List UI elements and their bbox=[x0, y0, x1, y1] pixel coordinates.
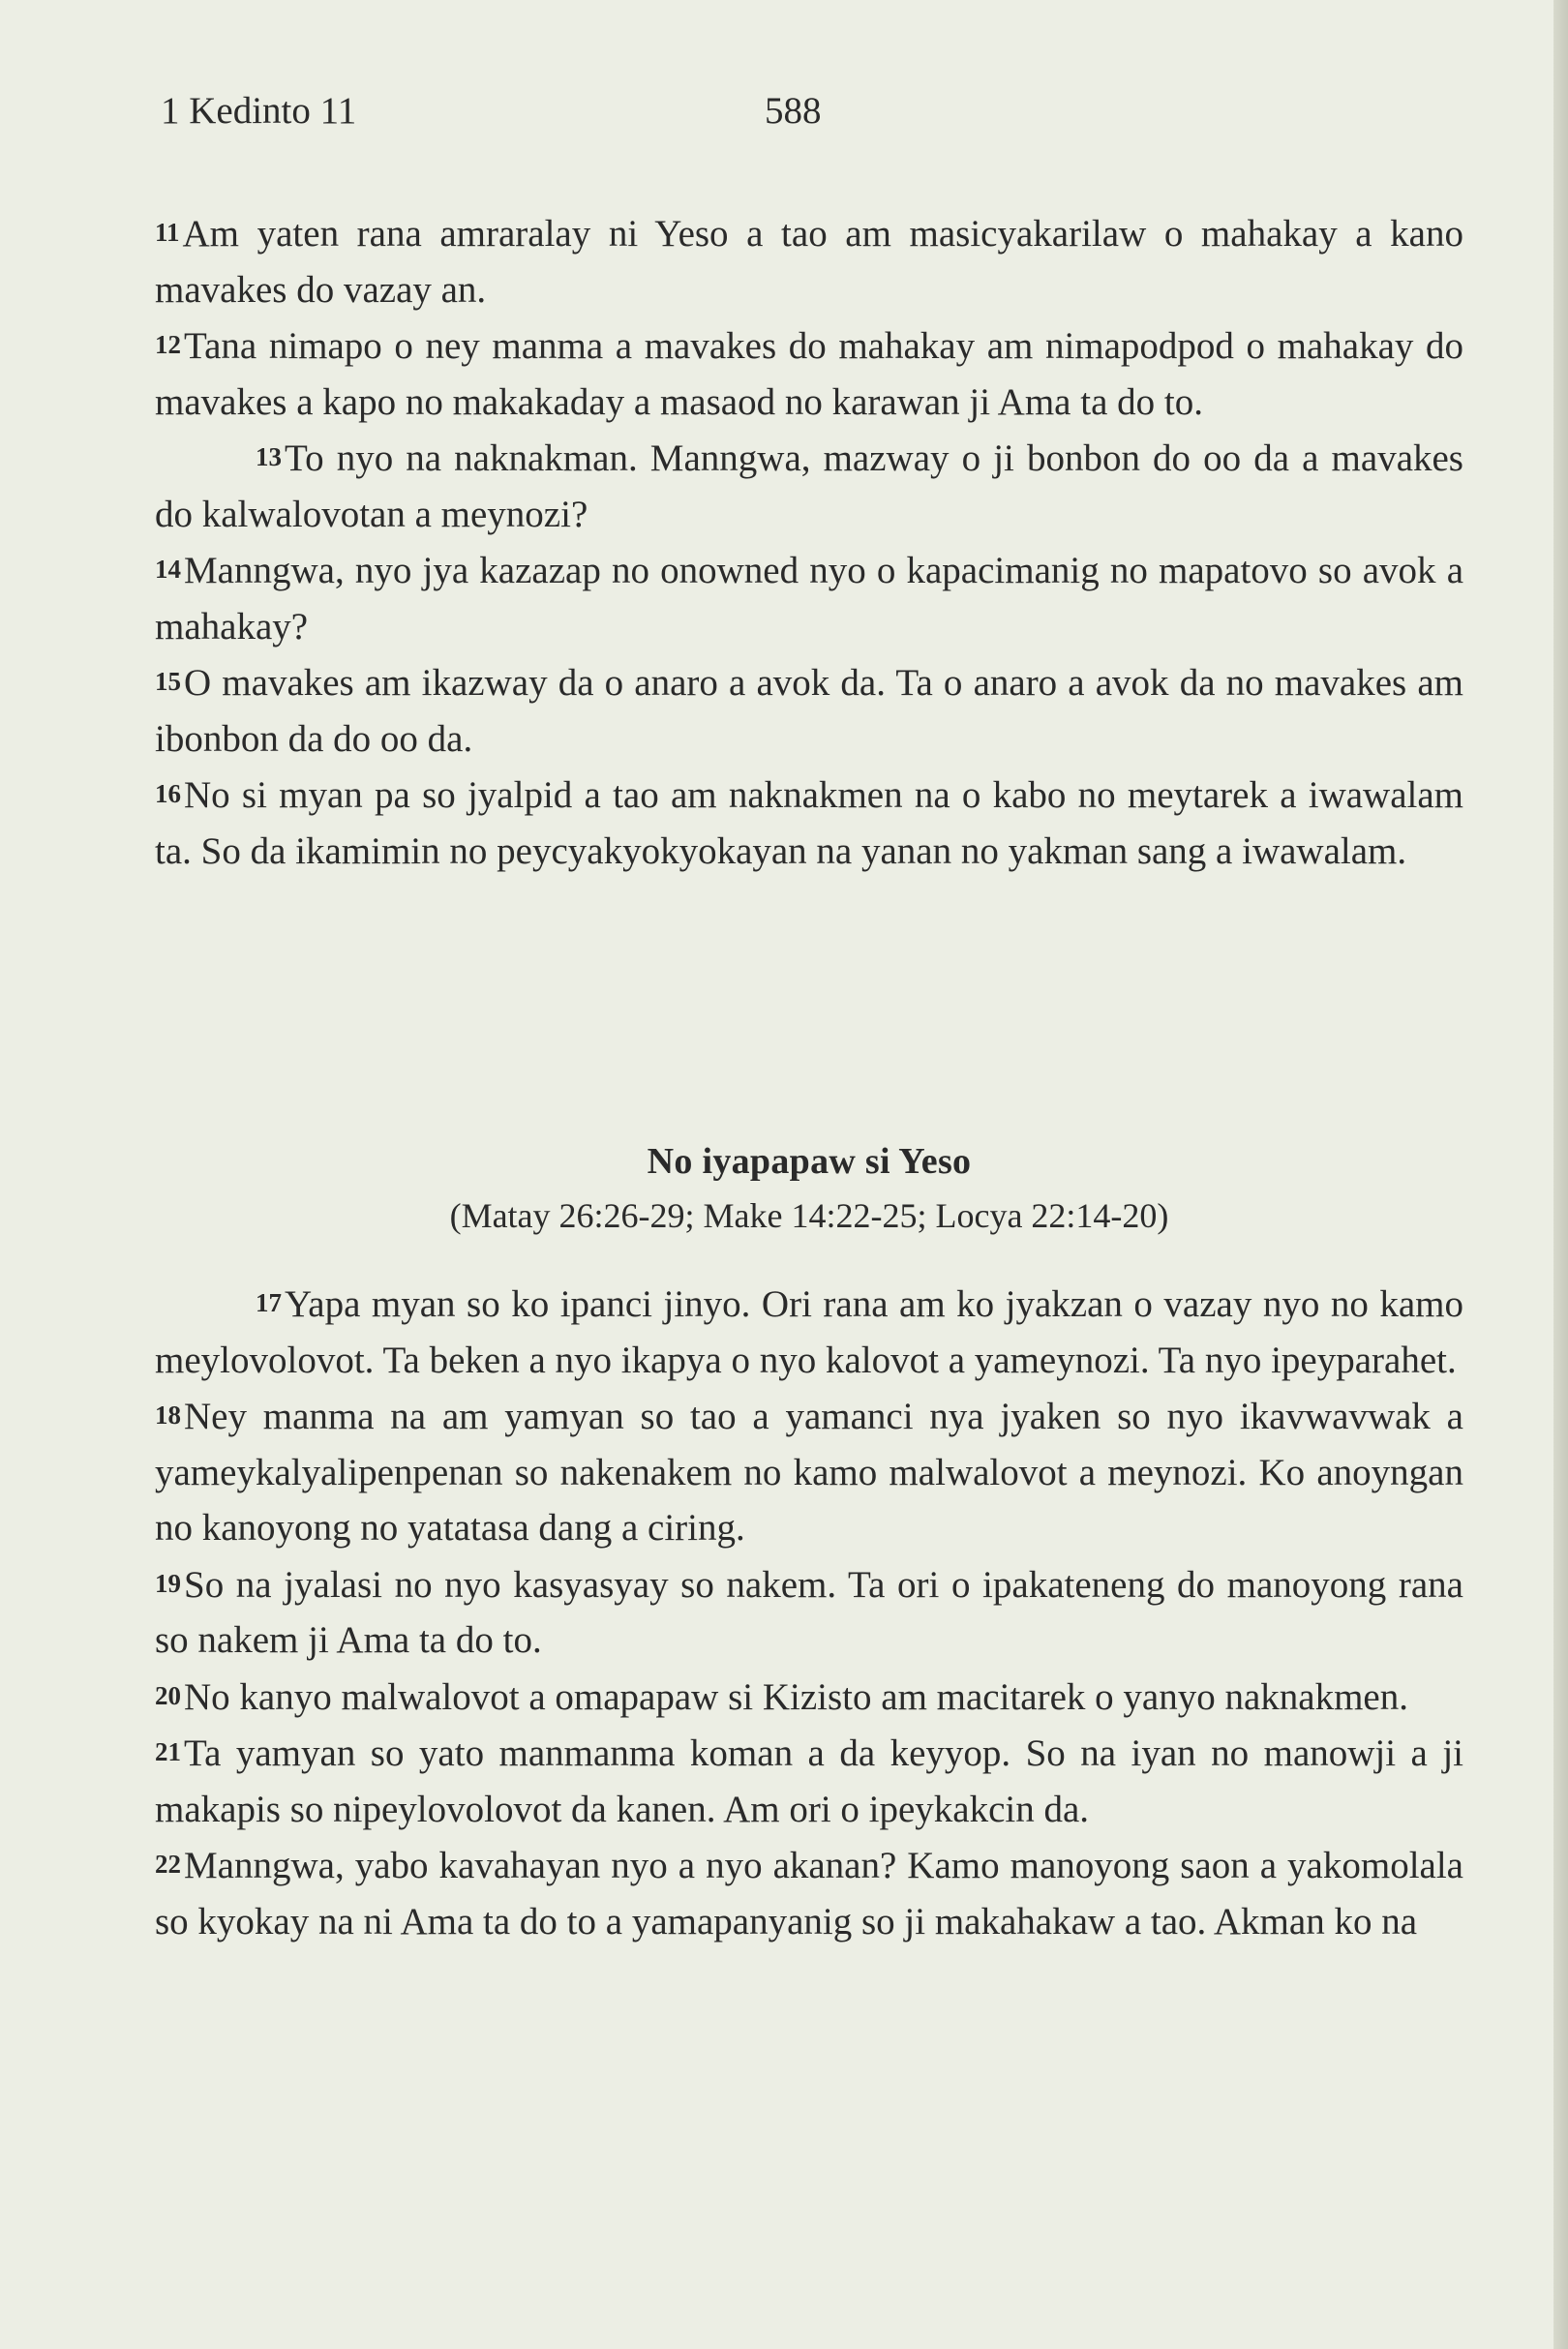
verse-number: 20 bbox=[155, 1680, 181, 1710]
verse-text: Tana nimapo o ney manma a mavakes do mahakay am nimapodpod o mahakay do mavakes a kapo no makakaday a masaod no karawan ji Ama ta do to. bbox=[155, 325, 1463, 423]
verse-text: O mavakes am ikazway da o anaro a avok da. Ta o anaro a avok da no mavakes am ibonbon da do oo da. bbox=[155, 662, 1463, 760]
verse-number: 13 bbox=[256, 442, 282, 471]
verse-number: 22 bbox=[155, 1850, 181, 1879]
verse-number: 19 bbox=[155, 1568, 181, 1598]
verse-text: No kanyo malwalovot a omapapaw si Kizisto am macitarek o yanyo naknakmen. bbox=[184, 1675, 1408, 1718]
verse-number: 18 bbox=[155, 1400, 181, 1430]
verse bbox=[155, 1725, 1463, 1837]
page-edge bbox=[1553, 0, 1568, 2349]
verse bbox=[155, 430, 1463, 542]
verse-text: No si myan pa so jyalpid a tao am naknakmen na o kabo no meytarek a iwawalam ta. So da ikamimin no peycyakyokyokayan na yanan no yakman sang a iwawalam. bbox=[155, 774, 1463, 872]
verse-text: Ta yamyan so yato manmanma koman a da keyyop. So na iyan no manowji a ji makapis so nipeylovolovot da kanen. Am ori o ipeykakcin da. bbox=[155, 1732, 1463, 1830]
verse-text: So na jyalasi no nyo kasyasyay so nakem. Ta ori o ipakateneng do manoyong rana so nakem ji Ama ta do to. bbox=[155, 1563, 1463, 1661]
section-title: No iyapapaw si Yeso bbox=[647, 1141, 972, 1182]
verse-text: Am yaten rana amraralay ni Yeso a tao am masicyakarilaw o mahakay a kano mavakes do vazay an. bbox=[155, 213, 1463, 311]
verse bbox=[155, 767, 1463, 879]
verse-number: 15 bbox=[155, 667, 181, 696]
verse-number: 12 bbox=[155, 330, 181, 359]
verse-text: Yapa myan so ko ipanci jinyo. Ori rana am ko jyakzan o vazay nyo no kamo meylovolovot. Ta beken a nyo ikapya o nyo kalovot a yameynozi. Ta nyo ipeyparahet. bbox=[155, 1283, 1463, 1381]
verse bbox=[155, 1837, 1463, 1949]
verse bbox=[155, 654, 1463, 767]
verse bbox=[155, 1388, 1463, 1556]
verse-text: Manngwa, yabo kavahayan nyo a nyo akanan? Kamo manoyong saon a yakomolala so kyokay na ni Ama ta do to a yamapanyanig so ji makahakaw a tao. Akman ko na bbox=[155, 1845, 1463, 1942]
verses-bottom bbox=[155, 1276, 1463, 1949]
verse-text: Ney manma na am yamyan so tao a yamanci nya jyaken so nyo ikavwavwak a yameykalyalipenpenan so nakenakem no kamo malwalovot a meynozi. Ko anoyngan no kanoyong no yatatasa dang a ciring. bbox=[155, 1396, 1463, 1549]
verse bbox=[155, 1669, 1463, 1726]
page-number: 588 bbox=[765, 90, 822, 132]
chapter-reference: 1 Kedinto 11 bbox=[161, 90, 357, 132]
verse-number: 17 bbox=[256, 1288, 282, 1317]
verses-top bbox=[155, 205, 1463, 879]
verse-text: Manngwa, nyo jya kazazap no onowned nyo o kapacimanig no mapatovo so avok a mahakay? bbox=[155, 550, 1463, 647]
section-heading bbox=[155, 1134, 1463, 1243]
verse-number: 14 bbox=[155, 555, 181, 584]
verse-number: 11 bbox=[155, 218, 180, 247]
verse bbox=[155, 317, 1463, 430]
verse bbox=[155, 1556, 1463, 1669]
verse-text: To nyo na naknakman. Manngwa, mazway o ji bonbon do oo da a mavakes do kalwalovotan a meynozi? bbox=[155, 437, 1463, 535]
running-header bbox=[161, 89, 1467, 137]
verse-number: 16 bbox=[155, 779, 181, 808]
verse bbox=[155, 205, 1463, 317]
verse bbox=[155, 542, 1463, 654]
verse bbox=[155, 1276, 1463, 1388]
verse-number: 21 bbox=[155, 1737, 181, 1766]
section-references: (Matay 26:26-29; Make 14:22-25; Locya 22:14-20) bbox=[449, 1196, 1169, 1235]
